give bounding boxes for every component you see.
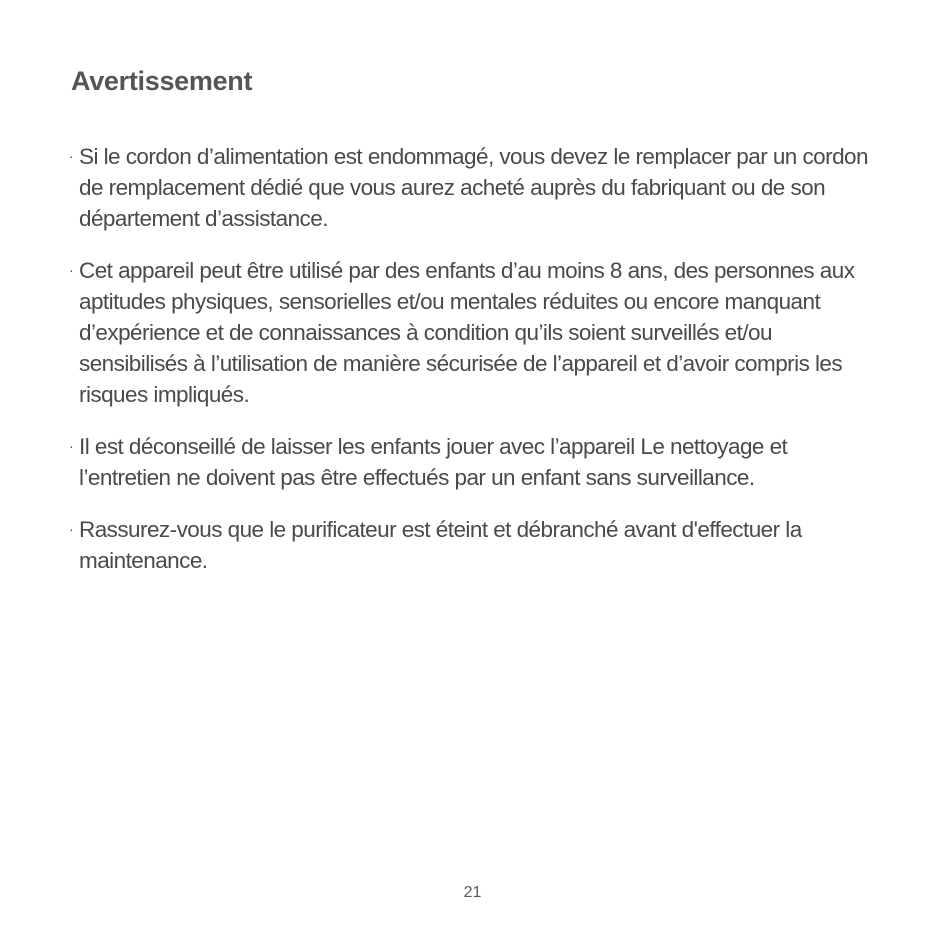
- bullet-dot-icon: ·: [69, 262, 74, 278]
- warning-text: Cet appareil peut être utilisé par des enfants d’au moins 8 ans, des personnes aux aptitudes physiques, sensorielles et/ou mentales réduites ou encore manquant d’expérience et de connaissances à condition qu’ils soient surveillés et/ou sensibilisés à l’utilisation de manière sécurisée de l’appareil et d’avoir compris les risques impliqués.: [79, 258, 855, 407]
- warning-text: Il est déconseillé de laisser les enfants jouer avec l’appareil Le nettoyage et l’entretien ne doivent pas être effectués par un enfant sans surveillance.: [79, 434, 788, 490]
- bullet-dot-icon: ·: [69, 438, 74, 454]
- warning-text: Rassurez-vous que le purificateur est éteint et débranché avant d'effectuer la maintenance.: [79, 517, 802, 573]
- bullet-dot-icon: ·: [69, 521, 74, 537]
- page-title: Avertissement: [71, 66, 253, 96]
- warning-text: Si le cordon d’alimentation est endommagé, vous devez le remplacer par un cordon de remplacement dédié que vous aurez acheté auprès du fabriquant ou de son département d’assistance.: [79, 144, 868, 231]
- warning-item: [68, 141, 880, 234]
- page-number: 21: [463, 884, 482, 901]
- warning-item: [68, 255, 880, 410]
- warning-list: [68, 141, 880, 597]
- bullet-dot-icon: ·: [69, 148, 74, 164]
- warning-item: [68, 514, 880, 576]
- warning-item: [68, 431, 880, 493]
